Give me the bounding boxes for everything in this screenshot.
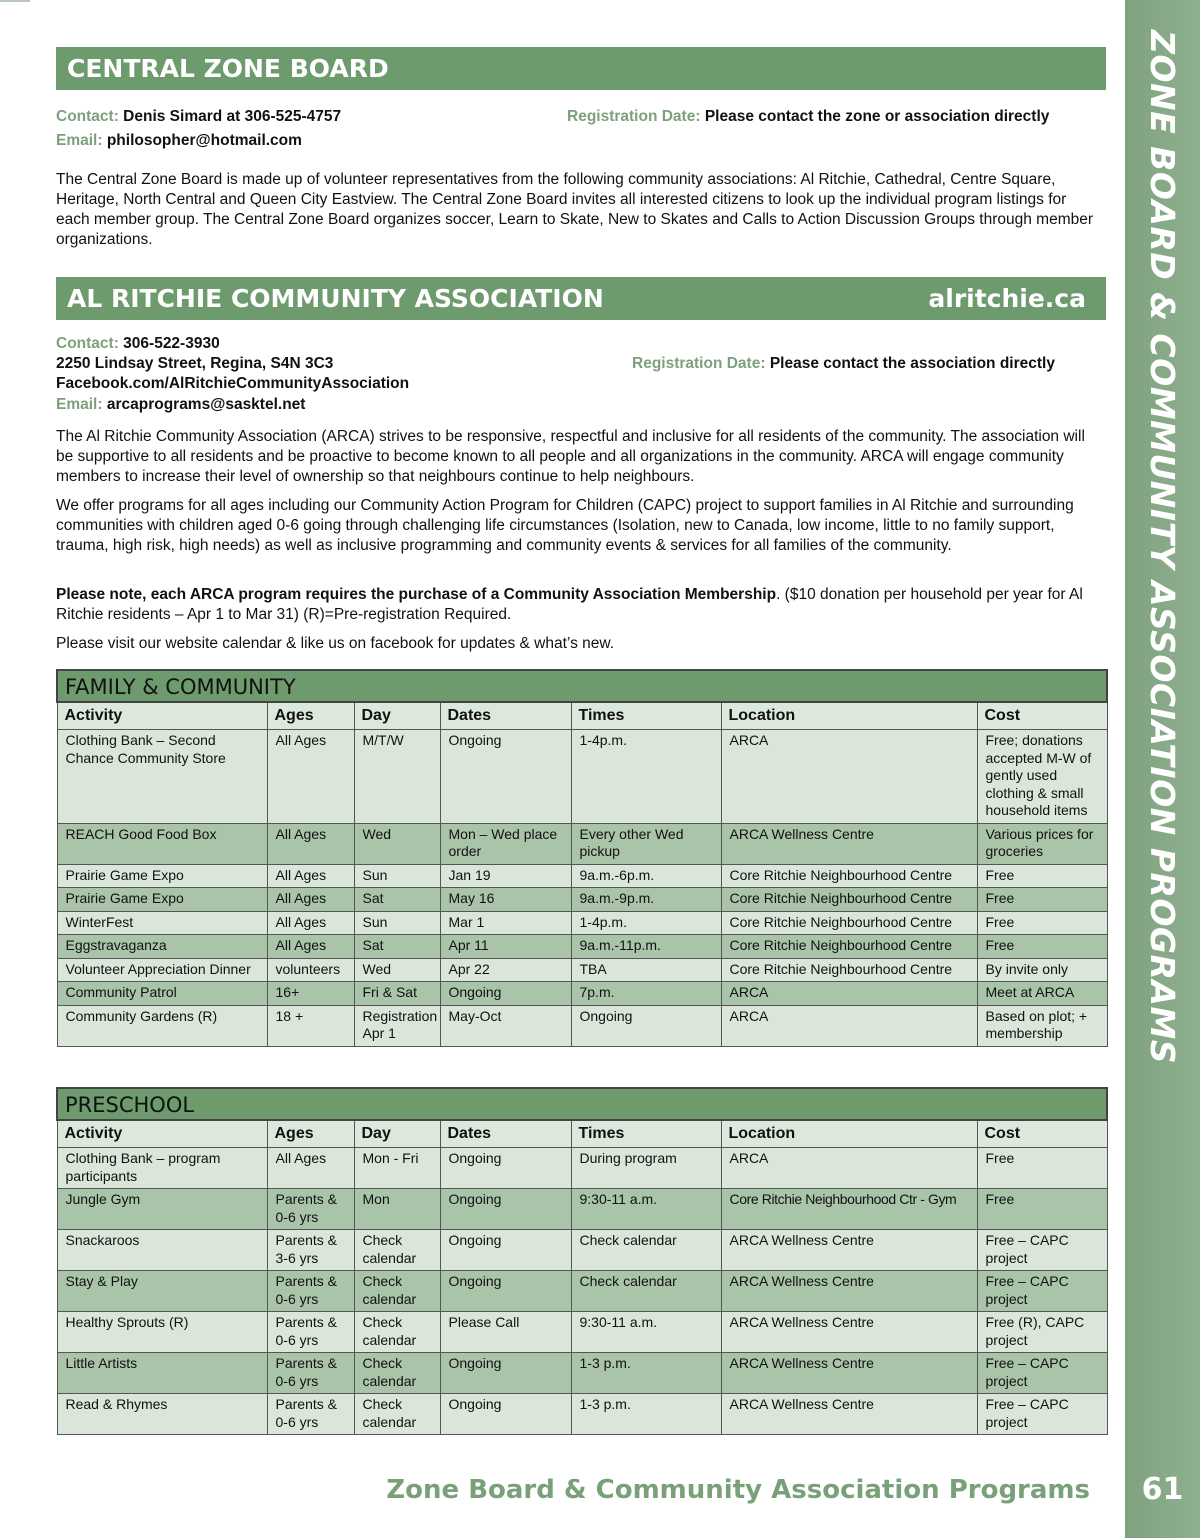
table-cell: Healthy Sprouts (R) — [57, 1312, 267, 1353]
table-cell: 9a.m.-6p.m. — [571, 864, 721, 888]
table-cell: May-Oct — [440, 1005, 571, 1046]
table-cell: Mar 1 — [440, 911, 571, 935]
table-row — [57, 1230, 1107, 1271]
table-cell: By invite only — [977, 958, 1107, 982]
alritchie-heading — [56, 277, 1106, 320]
column-header: Day — [354, 1120, 440, 1148]
table-cell: ARCA — [721, 730, 977, 824]
column-header: Times — [571, 702, 721, 730]
table-cell: Check calendar — [354, 1353, 440, 1394]
table-cell: Parents & 0-6 yrs — [267, 1271, 354, 1312]
table-cell: Clothing Bank – program participants — [57, 1148, 267, 1189]
table-cell: Apr 22 — [440, 958, 571, 982]
table-cell: Fri & Sat — [354, 982, 440, 1006]
column-header: Dates — [440, 1120, 571, 1148]
table-cell: Jungle Gym — [57, 1189, 267, 1230]
table-cell: All Ages — [267, 888, 354, 912]
preschool-rows — [57, 1148, 1107, 1435]
table-cell: Parents & 0-6 yrs — [267, 1189, 354, 1230]
table-cell: Prairie Game Expo — [57, 888, 267, 912]
table-cell: Parents & 3-6 yrs — [267, 1230, 354, 1271]
alritchie-paragraph-1: The Al Ritchie Community Association (ARCA) strives to be responsive, respectful and inclusive for all residents of the community. The association will be supportive to all residents and be proactive to become known to all people and all organizations in the community. ARCA will engage community members to increase their level of ownership so that neighbours continue to help neighbours. — [56, 428, 1085, 485]
table-cell: During program — [571, 1148, 721, 1189]
table-cell: Little Artists — [57, 1353, 267, 1394]
table-cell: Community Gardens (R) — [57, 1005, 267, 1046]
column-header: Cost — [977, 1120, 1107, 1148]
alritchie-email — [56, 395, 305, 415]
table-cell: Prairie Game Expo — [57, 864, 267, 888]
table-cell: Mon — [354, 1189, 440, 1230]
table-cell: 9:30-11 a.m. — [571, 1312, 721, 1353]
table-cell: Free — [977, 911, 1107, 935]
table-cell: Parents & 0-6 yrs — [267, 1312, 354, 1353]
alritchie-paragraph-3 — [56, 585, 1096, 625]
alritchie-address: 2250 Lindsay Street, Regina, S4N 3C3 — [56, 355, 334, 372]
table-cell: 1-3 p.m. — [571, 1394, 721, 1435]
table-cell: ARCA Wellness Centre — [721, 1312, 977, 1353]
alritchie-title: AL RITCHIE COMMUNITY ASSOCIATION — [67, 284, 604, 313]
table-cell: ARCA Wellness Centre — [721, 823, 977, 864]
table-cell: Core Ritchie Neighbourhood Centre — [721, 888, 977, 912]
email-label: Email: — [56, 396, 103, 413]
table-cell: 16+ — [267, 982, 354, 1006]
column-header: Dates — [440, 702, 571, 730]
table-cell: ARCA — [721, 1005, 977, 1046]
table-row — [57, 1189, 1107, 1230]
table-cell: Free – CAPC project — [977, 1394, 1107, 1435]
page-number: 61 — [1141, 1472, 1184, 1507]
table-cell: Free — [977, 864, 1107, 888]
contact-label: Contact: — [56, 108, 119, 125]
table-cell: 9a.m.-9p.m. — [571, 888, 721, 912]
table-row — [57, 911, 1107, 935]
column-header: Activity — [57, 702, 267, 730]
table-cell: Ongoing — [440, 730, 571, 824]
table-cell: Check calendar — [354, 1271, 440, 1312]
column-header: Day — [354, 702, 440, 730]
column-header: Location — [721, 702, 977, 730]
table-cell: Snackaroos — [57, 1230, 267, 1271]
table-row — [57, 888, 1107, 912]
table-cell: All Ages — [267, 1148, 354, 1189]
table-cell: Free — [977, 888, 1107, 912]
table-cell: volunteers — [267, 958, 354, 982]
central-contact — [56, 107, 341, 127]
contact-label: Contact: — [56, 335, 119, 352]
table-cell: Check calendar — [354, 1312, 440, 1353]
table-cell: All Ages — [267, 864, 354, 888]
table-cell: 1-4p.m. — [571, 730, 721, 824]
table-cell: Mon – Wed place order — [440, 823, 571, 864]
email-value[interactable]: philosopher@hotmail.com — [106, 132, 302, 149]
registration-value: Please contact the association directly — [769, 355, 1055, 372]
table-cell: Core Ritchie Neighbourhood Centre — [721, 935, 977, 959]
corner-mark — [0, 0, 30, 2]
central-zone-heading — [56, 47, 1106, 90]
table-cell: Eggstravaganza — [57, 935, 267, 959]
table-cell: Jan 19 — [440, 864, 571, 888]
family-community-section-title: FAMILY & COMMUNITY — [57, 670, 1107, 702]
table-cell: Various prices for groceries — [977, 823, 1107, 864]
table-row — [57, 1353, 1107, 1394]
central-registration — [567, 107, 1049, 127]
email-label: Email: — [56, 132, 103, 149]
table-cell: REACH Good Food Box — [57, 823, 267, 864]
registration-label: Registration Date: — [632, 355, 766, 372]
table-cell: All Ages — [267, 823, 354, 864]
table-cell: ARCA — [721, 982, 977, 1006]
table-cell: Parents & 0-6 yrs — [267, 1353, 354, 1394]
table-cell: 7p.m. — [571, 982, 721, 1006]
alritchie-registration — [632, 354, 1055, 374]
table-cell: Ongoing — [440, 982, 571, 1006]
table-cell: Sun — [354, 864, 440, 888]
table-row — [57, 958, 1107, 982]
table-cell: Free — [977, 935, 1107, 959]
table-cell: Check calendar — [571, 1271, 721, 1312]
table-cell: Core Ritchie Neighbourhood Centre — [721, 958, 977, 982]
alritchie-contact — [56, 334, 220, 354]
table-cell: Free — [977, 1148, 1107, 1189]
table-cell: Wed — [354, 823, 440, 864]
table-cell: Ongoing — [440, 1189, 571, 1230]
column-header: Ages — [267, 1120, 354, 1148]
central-description: The Central Zone Board is made up of volunteer representatives from the following community associations: Al Ritchie, Cathedral, Centre Square, Heritage, North Central and Queen City Eastview. The Central Zone Board invites all interested citizens to look up the individual program listings for each member group. The Central Zone Board organizes soccer, Learn to Skate, New to Skates and Calls to Action Discussion Groups through member organizations. — [56, 171, 1094, 248]
table-cell: Registration Apr 1 — [354, 1005, 440, 1046]
table-row — [57, 823, 1107, 864]
table-row — [57, 1005, 1107, 1046]
table-cell: 1-3 p.m. — [571, 1353, 721, 1394]
table-cell: WinterFest — [57, 911, 267, 935]
column-header: Ages — [267, 702, 354, 730]
table-cell: Sat — [354, 935, 440, 959]
alritchie-website-link[interactable]: alritchie.ca — [928, 284, 1086, 313]
family-community-rows — [57, 730, 1107, 1047]
table-cell: Ongoing — [440, 1148, 571, 1189]
table-cell: M/T/W — [354, 730, 440, 824]
table-row — [57, 1394, 1107, 1435]
membership-details: . ($10 donation per household per year for Al Ritchie residents – Apr 1 to Mar 31) (R)=Pre-registration Required. — [56, 586, 1083, 623]
table-cell: Free – CAPC project — [977, 1230, 1107, 1271]
footer-title: Zone Board & Community Association Programs — [386, 1475, 1090, 1505]
table-cell: Read & Rhymes — [57, 1394, 267, 1435]
column-header: Location — [721, 1120, 977, 1148]
table-row — [57, 1148, 1107, 1189]
table-cell: Wed — [354, 958, 440, 982]
table-cell: 9:30-11 a.m. — [571, 1189, 721, 1230]
table-cell: Apr 11 — [440, 935, 571, 959]
table-cell: Based on plot; + membership — [977, 1005, 1107, 1046]
table-cell: Meet at ARCA — [977, 982, 1107, 1006]
table-cell: Free (R), CAPC project — [977, 1312, 1107, 1353]
membership-note: Please note, each ARCA program requires the purchase of a Community Association Membership — [56, 586, 777, 603]
table-cell: Ongoing — [440, 1230, 571, 1271]
table-cell: ARCA Wellness Centre — [721, 1394, 977, 1435]
table-cell: Sun — [354, 911, 440, 935]
table-row — [57, 730, 1107, 824]
table-cell: Free – CAPC project — [977, 1353, 1107, 1394]
table-cell: Check calendar — [354, 1394, 440, 1435]
email-value[interactable]: arcaprograms@sasktel.net — [106, 396, 306, 413]
table-cell: 1-4p.m. — [571, 911, 721, 935]
table-cell: Ongoing — [571, 1005, 721, 1046]
table-cell: Please Call — [440, 1312, 571, 1353]
table-cell: Ongoing — [440, 1394, 571, 1435]
table-cell: All Ages — [267, 911, 354, 935]
table-cell: TBA — [571, 958, 721, 982]
table-cell: May 16 — [440, 888, 571, 912]
table-cell: Parents & 0-6 yrs — [267, 1394, 354, 1435]
central-zone-title: CENTRAL ZONE BOARD — [67, 54, 389, 83]
column-header: Times — [571, 1120, 721, 1148]
registration-value: Please contact the zone or association directly — [704, 108, 1050, 125]
family-community-table — [56, 669, 1108, 1047]
column-header: Cost — [977, 702, 1107, 730]
table-row — [57, 935, 1107, 959]
table-cell: 18 + — [267, 1005, 354, 1046]
registration-label: Registration Date: — [567, 108, 701, 125]
alritchie-paragraph-4: Please visit our website calendar & like us on facebook for updates & what’s new. — [56, 635, 615, 652]
alritchie-facebook-link[interactable]: Facebook.com/AlRitchieCommunityAssociation — [56, 375, 410, 392]
table-cell: Community Patrol — [57, 982, 267, 1006]
table-cell: Ongoing — [440, 1353, 571, 1394]
central-email — [56, 131, 302, 151]
column-header: Activity — [57, 1120, 267, 1148]
table-cell: ARCA Wellness Centre — [721, 1353, 977, 1394]
table-cell: ARCA — [721, 1148, 977, 1189]
table-cell: Check calendar — [354, 1230, 440, 1271]
table-cell: Volunteer Appreciation Dinner — [57, 958, 267, 982]
table-cell: Clothing Bank – Second Chance Community Store — [57, 730, 267, 824]
table-row — [57, 864, 1107, 888]
side-section-title: ZONE BOARD & COMMUNITY ASSOCIATION PROGRAMS — [1143, 30, 1182, 1065]
table-cell: Sat — [354, 888, 440, 912]
table-row — [57, 1312, 1107, 1353]
table-row — [57, 1271, 1107, 1312]
table-cell: ARCA Wellness Centre — [721, 1271, 977, 1312]
contact-value: Denis Simard at 306-525-4757 — [123, 108, 342, 125]
alritchie-paragraph-2: We offer programs for all ages including our Community Action Program for Children (CAPC) project to support families in Al Ritchie and surrounding communities with children aged 0-6 going through challenging life circumstances (Isolation, new to Canada, low income, little to no family support, trauma, high risk, high needs) as well as inclusive programming and community events & services for all families of the community. — [56, 497, 1074, 554]
table-cell: Ongoing — [440, 1271, 571, 1312]
table-cell: Free – CAPC project — [977, 1271, 1107, 1312]
table-row — [57, 982, 1107, 1006]
table-cell: All Ages — [267, 730, 354, 824]
preschool-table — [56, 1087, 1108, 1435]
table-cell: Core Ritchie Neighbourhood Centre — [721, 864, 977, 888]
table-cell: Stay & Play — [57, 1271, 267, 1312]
table-cell: 9a.m.-11p.m. — [571, 935, 721, 959]
table-cell: Check calendar — [571, 1230, 721, 1271]
table-cell: ARCA Wellness Centre — [721, 1230, 977, 1271]
table-cell: Free; donations accepted M-W of gently used clothing & small household items — [977, 730, 1107, 824]
table-cell: All Ages — [267, 935, 354, 959]
table-cell: Every other Wed pickup — [571, 823, 721, 864]
preschool-section-title: PRESCHOOL — [57, 1088, 1107, 1120]
table-cell: Core Ritchie Neighbourhood Ctr - Gym — [721, 1189, 977, 1230]
table-cell: Free — [977, 1189, 1107, 1230]
table-cell: Core Ritchie Neighbourhood Centre — [721, 911, 977, 935]
table-cell: Mon - Fri — [354, 1148, 440, 1189]
contact-value: 306-522-3930 — [123, 335, 220, 352]
